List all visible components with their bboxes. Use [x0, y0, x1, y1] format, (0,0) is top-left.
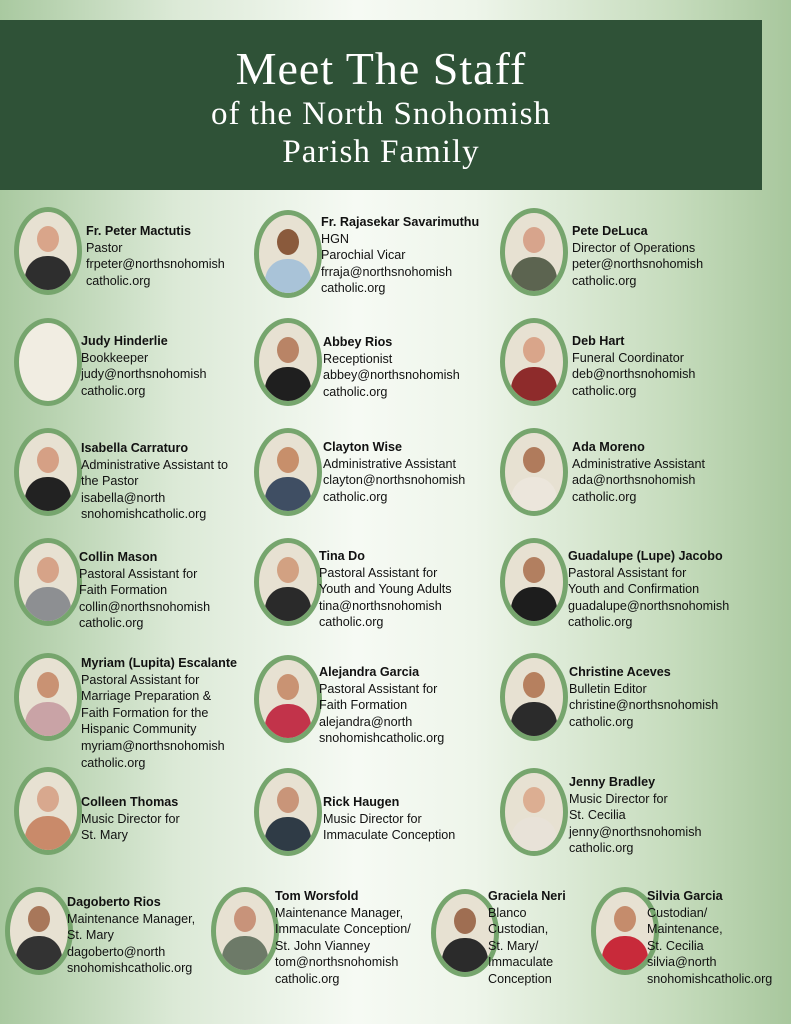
staff-name: Colleen Thomas: [81, 795, 179, 809]
staff-detail-line: Administrative Assistant: [323, 456, 456, 471]
staff-name: Isabella Carraturo: [81, 441, 189, 455]
staff-detail-line: catholic.org: [81, 755, 146, 770]
staff-info: [81, 655, 237, 771]
staff-detail-line: the Pastor: [81, 474, 139, 489]
staff-name: Jenny Bradley: [569, 775, 656, 789]
staff-name: Tom Worsfold: [275, 889, 359, 903]
staff-info: [79, 549, 210, 632]
staff-photo: [254, 318, 322, 406]
header-banner: [0, 20, 762, 190]
staff-detail-line: catholic.org: [568, 615, 633, 630]
staff-detail-line: Pastoral Assistant for: [81, 672, 200, 687]
staff-name: Silvia Garcia: [647, 889, 723, 903]
staff-detail-line: snohomishcatholic.org: [647, 971, 773, 986]
staff-detail-line: Administrative Assistant to: [81, 457, 228, 472]
staff-info: [572, 439, 705, 505]
staff-detail-line: Conception: [488, 971, 552, 986]
staff-photo: [500, 208, 568, 296]
staff-detail-line: snohomishcatholic.org: [81, 507, 207, 522]
staff-name: Deb Hart: [572, 334, 625, 348]
staff-detail-line: Custodian,: [488, 922, 549, 937]
staff-info: [572, 333, 695, 399]
staff-detail-line: christine@northsnohomish: [569, 698, 719, 713]
staff-detail-line: silvia@north: [647, 955, 717, 970]
staff-photo: [500, 653, 568, 741]
staff-photo: [14, 767, 82, 855]
staff-detail-line: Bulletin Editor: [569, 681, 647, 696]
staff-photo: [500, 538, 568, 626]
staff-detail-line: HGN: [321, 231, 349, 246]
staff-info: [572, 223, 703, 289]
staff-info: [67, 894, 195, 977]
staff-detail-line: dagoberto@north: [67, 944, 166, 959]
staff-detail-line: Faith Formation for the: [81, 705, 209, 720]
staff-name: Abbey Rios: [323, 335, 393, 349]
staff-info: [86, 223, 225, 289]
staff-detail-line: Administrative Assistant: [572, 456, 705, 471]
page-title: Meet The Staff: [235, 43, 527, 94]
staff-info: [488, 888, 566, 988]
staff-detail-line: judy@northsnohomish: [81, 367, 207, 382]
staff-photo: [254, 538, 322, 626]
staff-detail-line: Immaculate Conception/: [275, 922, 411, 937]
staff-name: Rick Haugen: [323, 795, 400, 809]
staff-name: Pete DeLuca: [572, 224, 648, 238]
staff-photo: [254, 428, 322, 516]
staff-detail-line: Faith Formation: [79, 583, 168, 598]
staff-photo: [14, 318, 82, 406]
staff-detail-line: St. Mary/: [488, 938, 539, 953]
staff-detail-line: guadalupe@northsnohomish: [568, 598, 730, 613]
staff-info: [569, 774, 702, 857]
staff-detail-line: Pastoral Assistant for: [319, 681, 438, 696]
staff-detail-line: Pastoral Assistant for: [568, 565, 687, 580]
staff-name: Christine Aceves: [569, 665, 671, 679]
page-subtitle-line-1: of the North Snohomish: [210, 96, 552, 132]
staff-name: Guadalupe (Lupe) Jacobo: [568, 549, 723, 563]
staff-detail-line: alejandra@north: [319, 714, 413, 729]
staff-detail-line: abbey@northsnohomish: [323, 368, 460, 383]
staff-detail-line: catholic.org: [86, 273, 151, 288]
staff-detail-line: Pastor: [86, 240, 123, 255]
page-subtitle-line-2: Parish Family: [282, 134, 480, 170]
staff-info: [569, 664, 718, 730]
staff-detail-line: deb@northsnohomish: [572, 367, 696, 382]
staff-detail-line: catholic.org: [569, 714, 634, 729]
staff-photo: [254, 655, 322, 743]
staff-detail-line: Immaculate Conception: [323, 828, 456, 843]
staff-photo: [254, 210, 322, 298]
staff-detail-line: St. John Vianney: [275, 938, 370, 953]
staff-detail-line: St. Mary: [67, 928, 114, 943]
staff-detail-line: Parochial Vicar: [321, 248, 406, 263]
staff-detail-line: tina@northsnohomish: [319, 598, 442, 613]
staff-detail-line: tom@northsnohomish: [275, 955, 399, 970]
staff-detail-line: St. Cecilia: [647, 938, 704, 953]
staff-detail-line: catholic.org: [323, 384, 388, 399]
staff-name: Dagoberto Rios: [67, 895, 161, 909]
staff-detail-line: catholic.org: [275, 971, 340, 986]
staff-detail-line: catholic.org: [79, 616, 144, 631]
staff-name: Fr. Peter Mactutis: [86, 224, 191, 238]
staff-detail-line: St. Mary: [81, 828, 128, 843]
staff-info: [323, 439, 465, 505]
staff-detail-line: Maintenance Manager,: [67, 911, 196, 926]
staff-detail-line: catholic.org: [572, 273, 637, 288]
staff-photo: [14, 653, 82, 741]
staff-name: Judy Hinderlie: [81, 334, 168, 348]
staff-detail-line: snohomishcatholic.org: [319, 731, 445, 746]
staff-detail-line: St. Cecilia: [569, 808, 626, 823]
staff-detail-line: catholic.org: [569, 841, 634, 856]
staff-detail-line: collin@northsnohomish: [79, 599, 211, 614]
staff-photo: [14, 428, 82, 516]
staff-info: [321, 214, 479, 297]
staff-detail-line: Music Director for: [323, 811, 422, 826]
staff-info: [81, 794, 180, 844]
staff-name: Fr. Rajasekar Savarimuthu: [321, 215, 480, 229]
staff-name: Myriam (Lupita) Escalante: [81, 656, 238, 670]
staff-photo: [254, 768, 322, 856]
staff-detail-line: Director of Operations: [572, 240, 696, 255]
staff-detail-line: frraja@northsnohomish: [321, 264, 453, 279]
staff-info: [319, 548, 452, 631]
staff-info: [81, 440, 228, 523]
staff-photo: [14, 538, 82, 626]
staff-name: Graciela Neri: [488, 889, 566, 903]
staff-photo: [14, 207, 82, 295]
staff-info: [319, 664, 444, 747]
staff-detail-line: Maintenance Manager,: [275, 905, 404, 920]
staff-detail-line: Immaculate: [488, 955, 554, 970]
staff-name: Ada Moreno: [572, 440, 645, 454]
staff-detail-line: peter@northsnohomish: [572, 257, 704, 272]
staff-detail-line: Receptionist: [323, 351, 393, 366]
staff-info: [275, 888, 411, 988]
staff-info: [323, 334, 460, 400]
staff-detail-line: snohomishcatholic.org: [67, 961, 193, 976]
staff-photo: [5, 887, 73, 975]
staff-detail-line: jenny@northsnohomish: [569, 824, 702, 839]
staff-detail-line: isabella@north: [81, 490, 166, 505]
staff-detail-line: Youth and Confirmation: [568, 582, 700, 597]
staff-name: Clayton Wise: [323, 440, 402, 454]
staff-info: [81, 333, 207, 399]
staff-info: [647, 888, 772, 988]
staff-detail-line: Pastoral Assistant for: [79, 566, 198, 581]
staff-info: [323, 794, 455, 844]
staff-name: Tina Do: [319, 549, 365, 563]
staff-detail-line: frpeter@northsnohomish: [86, 257, 225, 272]
staff-detail-line: catholic.org: [321, 281, 386, 296]
staff-detail-line: Pastoral Assistant for: [319, 565, 438, 580]
staff-detail-line: Maintenance,: [647, 922, 723, 937]
staff-photo: [211, 887, 279, 975]
staff-detail-line: Music Director for: [569, 791, 668, 806]
staff-detail-line: Marriage Preparation &: [81, 689, 212, 704]
staff-detail-line: catholic.org: [323, 489, 388, 504]
staff-detail-line: Faith Formation: [319, 698, 408, 713]
staff-detail-line: catholic.org: [572, 383, 637, 398]
staff-name: Collin Mason: [79, 550, 158, 564]
staff-detail-line: myriam@northsnohomish: [81, 738, 225, 753]
staff-detail-line: Funeral Coordinator: [572, 350, 685, 365]
staff-detail-line: ada@northsnohomish: [572, 473, 696, 488]
staff-detail-line: Custodian/: [647, 905, 708, 920]
staff-photo: [500, 768, 568, 856]
staff-detail-line: Blanco: [488, 905, 527, 920]
staff-photo: [500, 428, 568, 516]
staff-info: [568, 548, 729, 631]
staff-detail-line: clayton@northsnohomish: [323, 473, 466, 488]
staff-photo: [500, 318, 568, 406]
staff-detail-line: Youth and Young Adults: [319, 582, 452, 597]
staff-detail-line: catholic.org: [81, 383, 146, 398]
staff-detail-line: catholic.org: [572, 489, 637, 504]
staff-detail-line: Hispanic Community: [81, 722, 197, 737]
staff-name: Alejandra Garcia: [319, 665, 420, 679]
staff-detail-line: Bookkeeper: [81, 350, 149, 365]
staff-detail-line: Music Director for: [81, 811, 180, 826]
staff-detail-line: catholic.org: [319, 615, 384, 630]
